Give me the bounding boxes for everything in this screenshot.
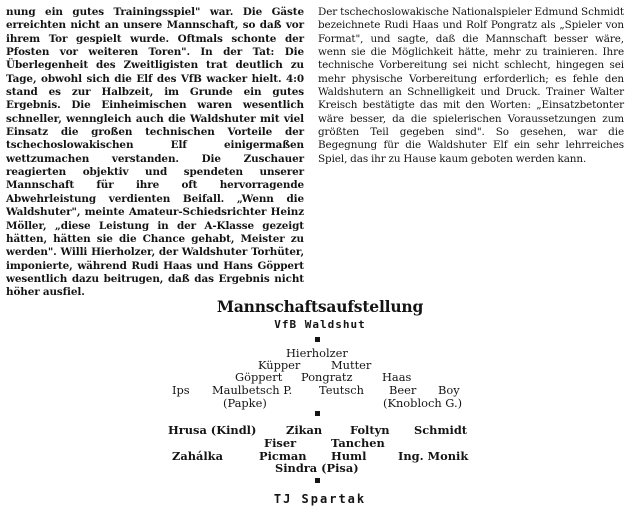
separator-dot — [315, 337, 320, 342]
away-team-name: TJ Spartak — [273, 492, 367, 506]
article-right-column: Der tschechoslowakische Nationalspieler Edmund Schmidt bezeichnete Rudi Haas und Rolf Pongratz als „Spieler von Format", und sagte, daß die Mannschaft besser wäre, wenn sie die Möglichkeit hätte, mehr zu trainieren. Ihre technische Vorbereitung sei nicht schlecht, hingegen sei mehr physische Vorbereitung erforderlich; es fehle den Waldshutern an Schnelligkeit und Druck. Trainer Walter Kreisch bestätigte das mit den Worten: „Einsatzbetonter wäre besser, da die spielerischen Voraussetzungen zum größten Teil gegeben sind". So gesehen, war die Begegnung für die Waldshuter Elf ein sehr lehrreiches Spiel, das ihr zu Hause kaum geboten werden kann. — [318, 6, 624, 165]
player-name: Göppert — [235, 370, 283, 384]
player-name: Picman — [259, 449, 307, 463]
player-name: Ips — [172, 383, 190, 397]
player-name: Teutsch — [319, 383, 364, 397]
player-name: Hrusa (Kindl) — [168, 423, 257, 437]
player-name: Sindra (Pisa) — [275, 461, 359, 475]
separator-dot — [315, 478, 320, 483]
separator-dot — [315, 411, 320, 416]
player-name: Maulbetsch P. — [212, 383, 293, 397]
player-name: Mutter — [331, 358, 372, 372]
player-name: Küpper — [258, 358, 301, 372]
player-name: Beer — [389, 383, 417, 397]
player-name: Boy — [438, 383, 460, 397]
player-name: Huml — [331, 449, 367, 463]
player-name: Zikan — [286, 423, 323, 437]
player-name: Ing. Monik — [398, 449, 469, 463]
player-name: Zahálka — [172, 449, 223, 463]
lineup-title: Mannschaftsaufstellung — [216, 297, 424, 316]
home-team-name: VfB Waldshut — [274, 318, 366, 331]
article-left-column: nung ein gutes Trainingsspiel" war. Die Gäste erreichten nicht an unsere Mannschaft, so daß vor ihrem Tor gespielt wurde. Oftmals schonte der Pfosten vor weiteren Toren". In der Tat: Die Überlegenheit des Zweitligisten trat deutlich zu Tage, obwohl sich die Elf des VfB wacker hielt. 4:0 stand es zur Halbzeit, im Grunde ein gutes Ergebnis. Die Einheimischen waren wesentlich schneller, wenngleich auch die Waldshuter mit viel Einsatz die großen technischen Vorteile der tschechoslowakischen Elf einigermaßen wettzumachen verstanden. Die Zuschauer reagierten objektiv und spendeten unserer Mannschaft für ihre oft hervorragende Abwehrleistung verdienten Beifall. „Wenn die Waldshuter", meinte Amateur-Schiedsrichter Heinz Möller, „diese Leistung in der A-Klasse gezeigt hätten, hätten sie die Chance gehabt, Meister zu werden". Willi Hierholzer, der Waldshuter Torhüter, imponierte, während Rudi Haas und Hans Göppert wesentlich dazu beitrugen, daß das Ergebnis nicht höher ausfiel. — [6, 6, 304, 299]
substitute-name: (Papke) — [223, 396, 267, 410]
player-name: Schmidt — [414, 423, 468, 437]
player-name: Foltyn — [350, 423, 390, 437]
player-name: Tanchen — [331, 436, 385, 450]
player-name: Fiser — [264, 436, 297, 450]
substitute-name: (Knobloch G.) — [383, 396, 463, 410]
player-goalkeeper: Hierholzer — [286, 346, 348, 360]
player-name: Haas — [382, 370, 412, 384]
player-name: Pongratz — [301, 370, 353, 384]
